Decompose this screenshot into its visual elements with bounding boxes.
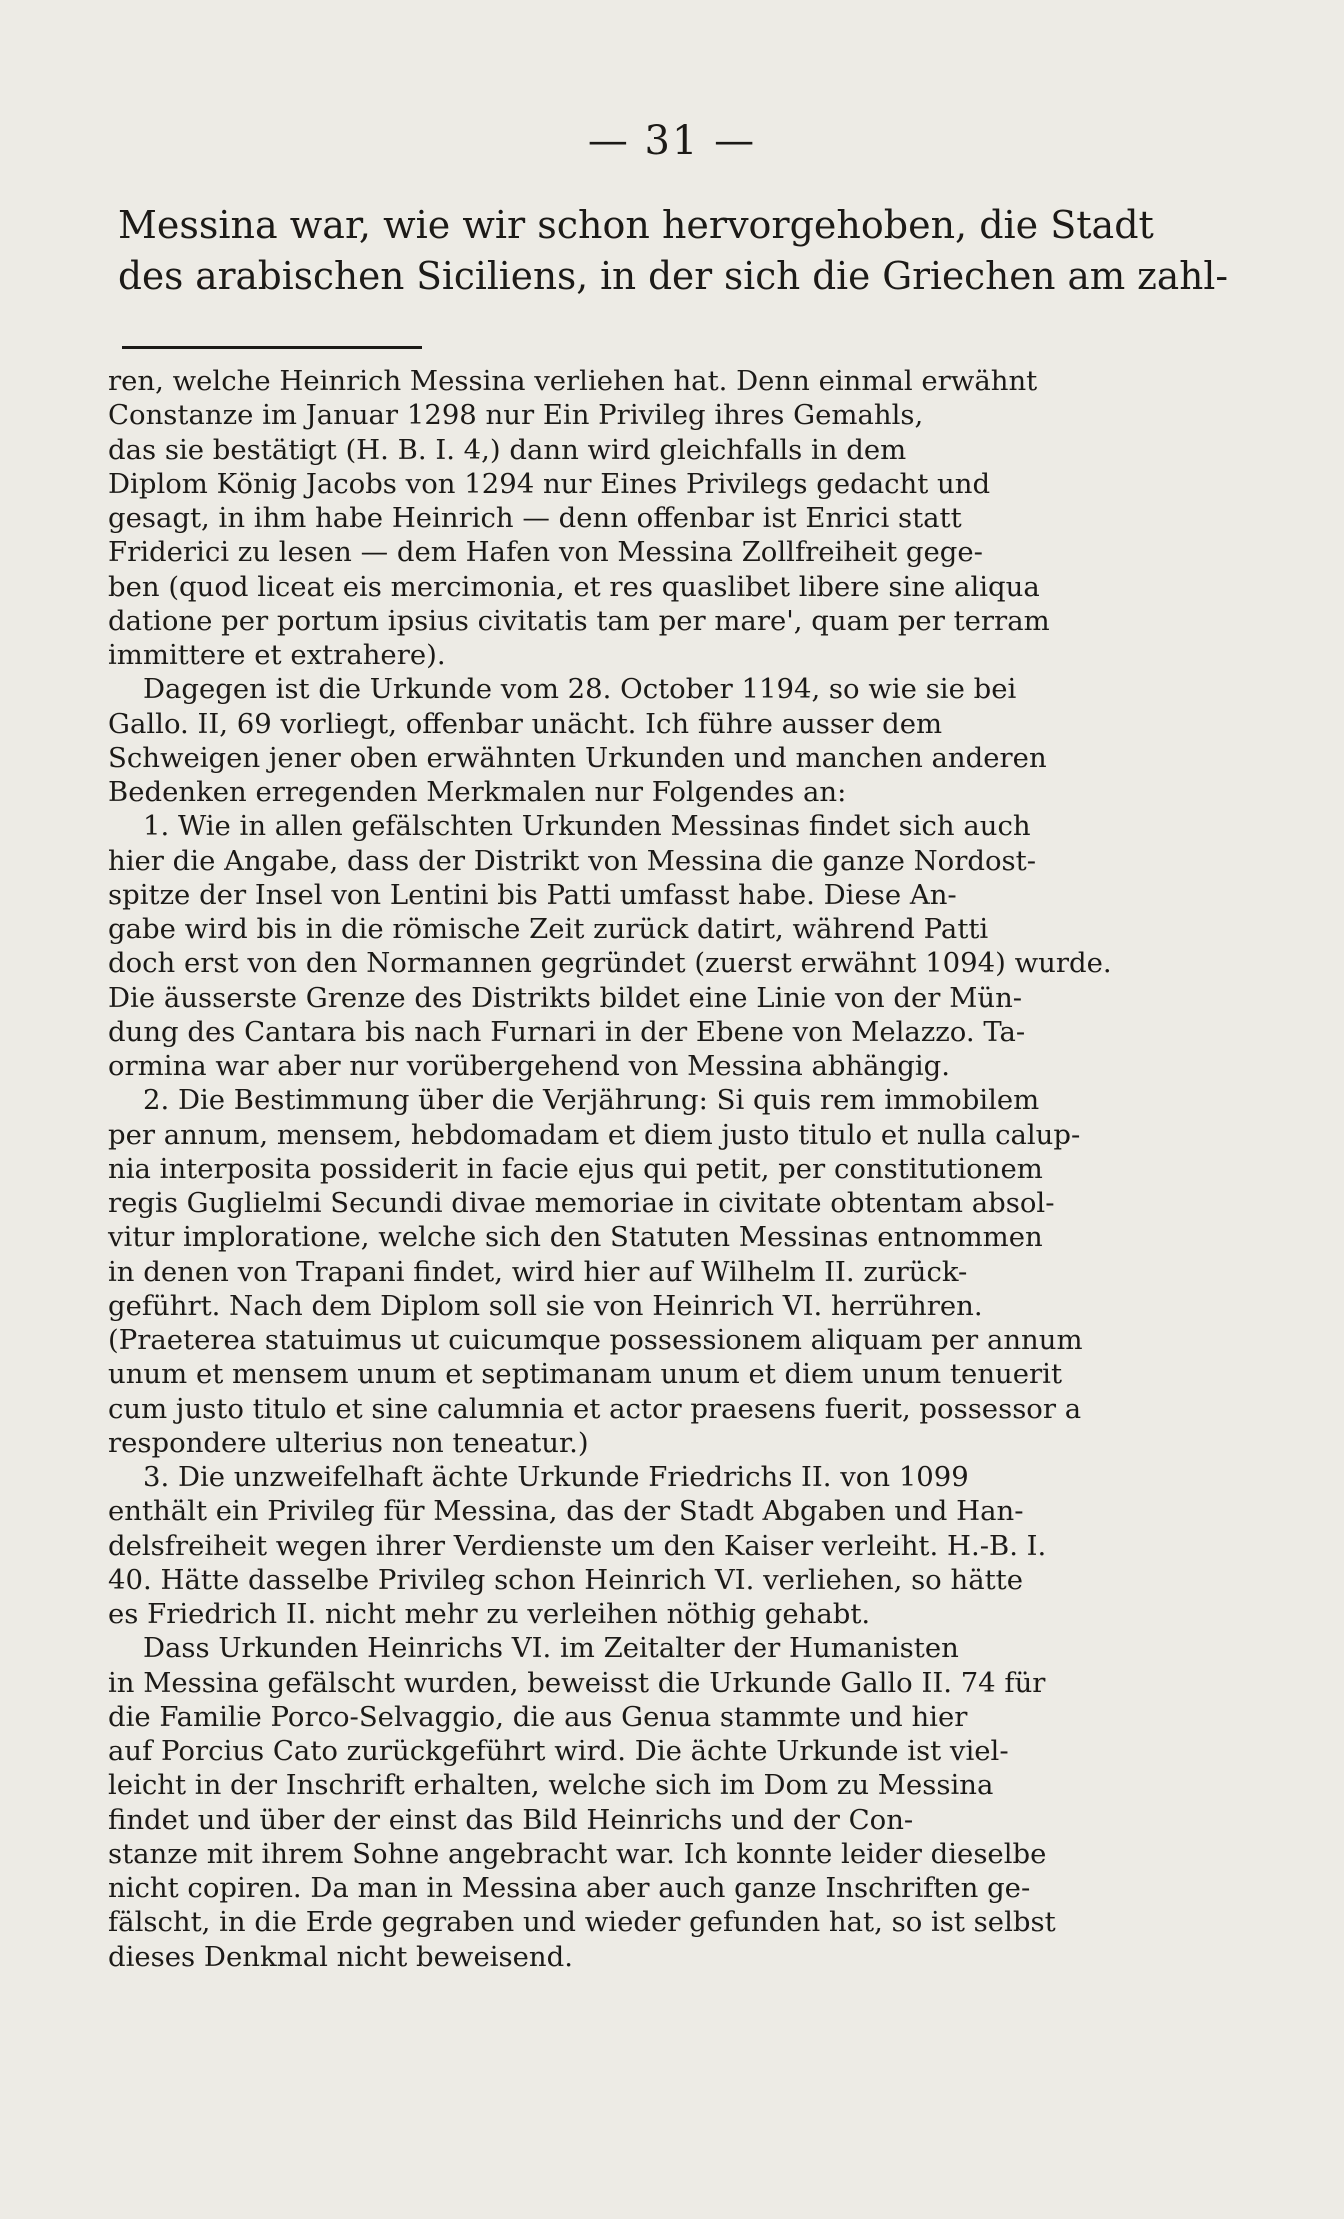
- footnote-line: 40. Hätte dasselbe Privileg schon Heinrich VI. verliehen, so hätte: [108, 1563, 1023, 1596]
- footnote-line: spitze der Insel von Lentini bis Patti umfasst habe. Diese An-: [108, 878, 957, 911]
- footnote-line: es Friedrich II. nicht mehr zu verleihen nöthig gehabt.: [108, 1598, 871, 1630]
- footnote-line: datione per portum ipsius civitatis tam per mare', quam per terram: [108, 604, 1050, 637]
- footnote-line: Dass Urkunden Heinrichs VI. im Zeitalter der Humanisten: [108, 1632, 959, 1665]
- footnote-line: ben (quod liceat eis mercimonia, et res quaslibet libere sine aliqua: [108, 570, 1040, 603]
- footnote-line: ren, welche Heinrich Messina verliehen hat. Denn einmal erwähnt: [108, 365, 1038, 397]
- footnote-line: (Praeterea statuimus ut cuicumque possessionem aliquam per annum: [108, 1324, 1083, 1356]
- footnote-line: dieses Denkmal nicht beweisend.: [108, 1940, 573, 1973]
- main-text-line: des arabischen Siciliens, in der sich die Griechen am zahl-: [118, 254, 1228, 298]
- footnote-line: findet und über der einst das Bild Heinrichs und der Con-: [108, 1803, 914, 1836]
- footnote-line: gesagt, in ihm habe Heinrich — denn offenbar ist Enrici statt: [108, 502, 962, 534]
- footnote-line: delsfreiheit wegen ihrer Verdienste um den Kaiser verleiht. H.-B. I.: [108, 1529, 1047, 1562]
- page-number: — 31 —: [587, 118, 757, 164]
- footnote-line: doch erst von den Normannen gegründet (zuerst erwähnt 1094) wurde.: [108, 947, 1112, 980]
- footnote-line: Dagegen ist die Urkunde vom 28. October 1194, so wie sie bei: [108, 673, 1017, 706]
- footnote-line: Diplom König Jacobs von 1294 nur Eines Privilegs gedacht und: [108, 467, 991, 500]
- footnote-line: nia interposita possiderit in facie ejus qui petit, per constitutionem: [108, 1152, 1043, 1185]
- footnote-line: auf Porcius Cato zurückgeführt wird. Die ächte Urkunde ist viel-: [108, 1735, 1009, 1767]
- footnote-line: Die äusserste Grenze des Distrikts bildet eine Linie von der Mün-: [108, 981, 1023, 1014]
- footnote-line: per annum, mensem, hebdomadam et diem justo titulo et nulla calup-: [108, 1118, 1081, 1151]
- footnote-line: Friderici zu lesen — dem Hafen von Messina Zollfreiheit gege-: [108, 536, 983, 569]
- footnote-line: 1. Wie in allen gefälschten Urkunden Messinas findet sich auch: [108, 810, 1031, 843]
- footnote-line: gabe wird bis in die römische Zeit zurück datirt, während Patti: [108, 913, 989, 945]
- footnote-line: in denen von Trapani findet, wird hier auf Wilhelm II. zurück-: [108, 1255, 968, 1288]
- main-text-line: Messina war, wie wir schon hervorgehoben, die Stadt: [118, 203, 1154, 247]
- footnote-line: 3. Die unzweifelhaft ächte Urkunde Friedrichs II. von 1099: [108, 1461, 969, 1493]
- footnote-line: geführt. Nach dem Diplom soll sie von Heinrich VI. herrühren.: [108, 1289, 983, 1322]
- footnote-line: hier die Angabe, dass der Distrikt von Messina die ganze Nordost-: [108, 844, 1037, 877]
- footnote-line: stanze mit ihrem Sohne angebracht war. Ich konnte leider dieselbe: [108, 1837, 1047, 1870]
- footnote-line: Bedenken erregenden Merkmalen nur Folgendes an:: [108, 776, 847, 808]
- footnote-rule: [122, 346, 422, 349]
- footnote-line: Gallo. II, 69 vorliegt, offenbar unächt. Ich führe ausser dem: [108, 707, 943, 740]
- footnote-line: Constanze im Januar 1298 nur Ein Privileg ihres Gemahls,: [108, 399, 924, 432]
- footnote-text: [108, 364, 1233, 1974]
- footnote-line: die Familie Porco-Selvaggio, die aus Genua stammte und hier: [108, 1700, 968, 1733]
- footnote-line: cum justo titulo et sine calumnia et actor praesens fuerit, possessor a: [108, 1392, 1082, 1425]
- main-text: [118, 200, 1228, 302]
- footnote-line: ormina war aber nur vorübergehend von Messina abhängig.: [108, 1050, 951, 1082]
- footnote-line: regis Guglielmi Secundi divae memoriae in civitate obtentam absol-: [108, 1187, 1055, 1219]
- footnote-line: fälscht, in die Erde gegraben und wieder gefunden hat, so ist selbst: [108, 1906, 1056, 1939]
- footnote-line: in Messina gefälscht wurden, beweisst die Urkunde Gallo II. 74 für: [108, 1666, 1046, 1699]
- footnote-line: immittere et extrahere).: [108, 639, 446, 671]
- footnote-line: 2. Die Bestimmung über die Verjährung: Si quis rem immobilem: [108, 1084, 1040, 1117]
- footnote-line: das sie bestätigt (H. B. I. 4,) dann wird gleichfalls in dem: [108, 433, 907, 466]
- footnote-line: enthält ein Privileg für Messina, das der Stadt Abgaben und Han-: [108, 1495, 1024, 1528]
- footnote-line: vitur imploratione, welche sich den Statuten Messinas entnommen: [108, 1221, 1043, 1254]
- footnote-line: unum et mensem unum et septimanam unum et diem unum tenuerit: [108, 1358, 1063, 1391]
- footnote-line: nicht copiren. Da man in Messina aber auch ganze Inschriften ge-: [108, 1872, 1031, 1904]
- footnote-line: dung des Cantara bis nach Furnari in der Ebene von Melazzo. Ta-: [108, 1015, 1026, 1048]
- footnote-line: Schweigen jener oben erwähnten Urkunden und manchen anderen: [108, 741, 1047, 774]
- footnote-line: leicht in der Inschrift erhalten, welche sich im Dom zu Messina: [108, 1769, 994, 1802]
- footnote-line: respondere ulterius non teneatur.): [108, 1426, 589, 1459]
